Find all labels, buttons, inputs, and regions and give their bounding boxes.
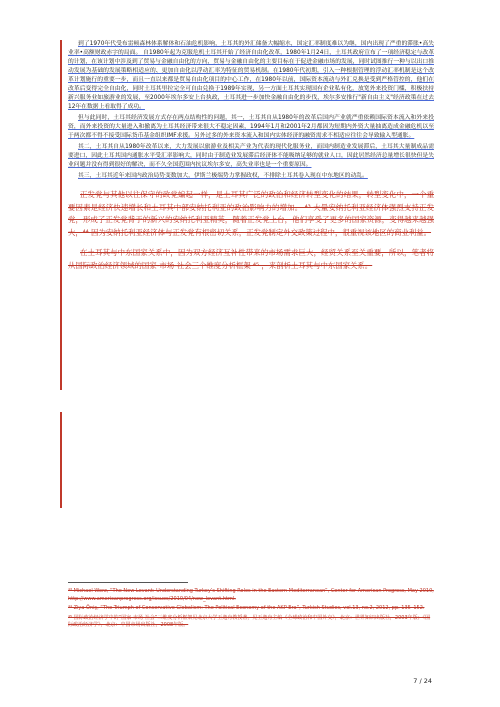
paragraph: 到了1970年代受布雷顿森林体系解体和石油危机影响，土耳其的外汇储备大幅缩水，国定汇率制度难以为继，国内出现了严重的滞胀•高失业率•高额财政赤字的局面。 自1980年起为克服危机土耳其开始了经济自由化改革，1980年1月24日，土耳其政府宣布了一项经济稳定与改革的计划，在该计划中涉及到了贸易与金融自由化的方向，贸易与金融自由化的主要目标在于促进金融市场的发展，同时试图推行一种与以出口推动发展为基础的发展策略相适应的、更加自由化以浮动汇率为特征的贸易机制。在1980年代初期，引入一种根据管理的浮动汇率机制是这个改革计划施行的重要一步，而且一直以来都是贸易自由化项目的中心工作，在1980年以前，国际资本流动与外汇兑换是受到严格管控的，他们在改革后变得完全自由化，同时土耳其里拉完全可自由兑换于1989年实现，另一方面土耳其实现国有企业私有化，放宽外来投资门槛，积极扶持新兴服务业如旅游业的发展，至2000年埃尔多安上台执政，土耳其进一步加快金融自由化的步伐，埃尔多安推行"新自由主义"经济政策在过去12年在数据上看取得了成功。 [68,41,434,110]
footnotes [68,588,434,632]
body-text [68,40,434,275]
paragraph: 其三，土耳其近年来国内政治局势变数加大，伊斯兰极端势力掌握政权，不排除土耳其卷入现在中东地区的动乱。 [78,173,368,179]
footnote: ⁴³ Michael Werz, “The New Levant: Understanding Turkey’s Shifting Roles in the Eastern Mediterranean”, Center for American Progress, May 2010, http://www.americanprogress.org/issues/2010/04/new_levant.html. [68,588,434,602]
change-bar [60,412,62,508]
footnote: ⁴⁴ Ziya Öniş, “The Triumph of Conservative Globalism: The Political Economy of the AKP Era”, Turkish Studies, vol.13, no.2, 2012, pp. 135–152. [68,605,425,612]
footnote-separator [68,582,188,583]
paragraph: 但与此同时，土耳其经济发展方式存在两点结构性的问题，其一，土耳其自从1980年的改革后国内产业就严重依赖国际资本流入和外来投资，而外来投资的大量进入和撤离为土耳其经济带来很大不稳定因素，1994年1月和2001年2月都因为短期内外资大量抽离造成金融危机以至于两次都不得不接受国际货币基金组织IMF求援。另外过多的外来资本流入和国内实体经济的融资需求不相适应往往会导致输入型通胀。 [68,115,434,139]
deleted-paragraph: 正发党与其他以往保守的政党蝙起一样，是土耳其广泛的政治和经济转型变化的结果，转型变化中，一个重要因素是经济快速增长和土耳其中部安纳托利亚的政治影响力的增加。 ⁴³ 大量安纳托利亚经济体强烈支持正发党，形成了正发党背于的新兴的安纳托利亚精英，随着正发党上台，他们享受了更多的国家资源，变得越来越强大，⁴⁴ 因为安纳托利亚经济体与正发党有根密切关系，正发党制定外交政策过程中，很重视该地区的商业利益。 [68,190,434,237]
page-number: 7 / 24 [413,677,432,685]
footnote: ⁴⁵ 国际政治经济学中的“国家-市场-社会”三维度分析框架见北京大学王逸舟教授著，见王逸舟主编《全球政治和中国外交》，北京：世界知识出版社，2003年版；《国际政治经济学》，北京：中国市场出版社，2008年版。 [68,614,431,629]
change-bar [60,40,62,390]
paragraph: 其二，土耳其自从1980年改革以来，大力发展以旅游业及相关产业为代表的现代化服务业，而国内制造业发展滞后，土耳其大量制成品需要进口，因此土耳其国内通胀水平受汇率影响大，同时由于制造业发展滞后经济体不能吸纳足够的就业人口，因此居然经济总量增长很快但是失业问题并没有得到很好的解决，而不久全国范围内抗议埃尔多安，高失业率也是一个重要原因。 [68,144,434,168]
deleted-paragraph: 在土耳其与中东国家关系中，因为双方经济互补性带来的市场需求巨大，经贸关系至关重要，所以，笔者将从国际政治经济领域的国家-市场-社会三个维度分析框架 ⁴⁵ ，来剖析土耳其与中东国家关系。 [68,248,434,270]
